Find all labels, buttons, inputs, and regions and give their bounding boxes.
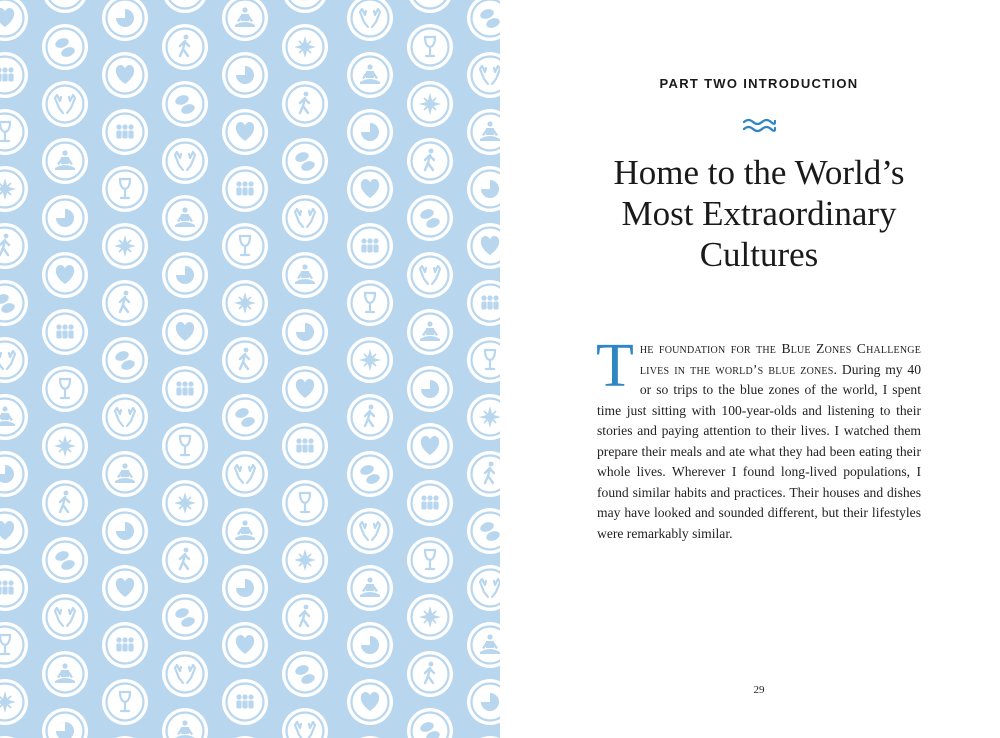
heart-icon [42,252,88,298]
beans-icon [407,195,453,241]
beans-icon [162,81,208,127]
meditation-icon [347,565,393,611]
wave-ornament-icon [742,117,776,133]
cupped-hands-icon [407,252,453,298]
meditation-icon [102,451,148,497]
heart-icon [162,309,208,355]
beans-icon [222,394,268,440]
cupped-hands-icon [222,451,268,497]
wine-glass-icon [222,223,268,269]
people-group-icon [222,679,268,725]
meditation-icon [42,651,88,697]
compass-star-icon [222,280,268,326]
pie-icon [102,508,148,554]
heart-icon [407,423,453,469]
walking-person-icon [222,337,268,383]
walking-person-icon [162,537,208,583]
meditation-icon [222,508,268,554]
beans-icon [347,451,393,497]
cupped-hands-icon [162,651,208,697]
section-label: PART TWO INTRODUCTION [659,76,859,91]
people-group-icon [162,366,208,412]
people-group-icon [282,423,328,469]
beans-icon [102,337,148,383]
compass-star-icon [102,223,148,269]
wine-glass-icon [282,480,328,526]
meditation-icon [162,195,208,241]
pie-icon [222,565,268,611]
compass-star-icon [407,594,453,640]
pie-icon [42,195,88,241]
compass-star-icon [282,537,328,583]
beans-icon [42,24,88,70]
meditation-icon [282,252,328,298]
people-group-icon [407,480,453,526]
walking-person-icon [407,651,453,697]
heart-icon [222,622,268,668]
pie-icon [162,252,208,298]
pie-icon [407,366,453,412]
cupped-hands-icon [102,394,148,440]
wine-glass-icon [407,24,453,70]
walking-person-icon [347,394,393,440]
heart-icon [282,366,328,412]
title-line: Home to the World’s [613,153,905,192]
wine-glass-icon [347,280,393,326]
people-group-icon [102,622,148,668]
page-number: 29 [753,684,765,696]
pie-icon [347,622,393,668]
lead-in-text: he foundation for the Blue Zones Challenge lives in the world’s blue zones. [639,341,921,377]
walking-person-icon [42,480,88,526]
beans-icon [42,537,88,583]
meditation-icon [407,309,453,355]
heart-icon [102,52,148,98]
wine-glass-icon [102,166,148,212]
wine-glass-icon [407,537,453,583]
people-group-icon [347,223,393,269]
title-line: Most Extraordinary [621,194,897,233]
pie-icon [347,109,393,155]
beans-icon [162,594,208,640]
compass-star-icon [282,24,328,70]
walking-person-icon [282,594,328,640]
body-text: During my 40 or so trips to the blue zones of the world, I spent time just sitting with 100-year-olds and listening to their stories and paying attention to their lives. I watched them prepare their meals and ate what they had been eating their whole lives. Wherever I found long-lived populations, I found similar habits and practices. Their houses and dishes may have looked and sounded different, but their lifestyles were remarkably similar. [597,361,921,541]
compass-star-icon [42,423,88,469]
title-line: Cultures [699,235,819,274]
beans-icon [282,651,328,697]
cupped-hands-icon [42,81,88,127]
pie-icon [222,52,268,98]
chapter-title [520,152,998,275]
wine-glass-icon [42,366,88,412]
drop-cap: T [596,332,634,400]
meditation-icon [42,138,88,184]
walking-person-icon [407,138,453,184]
cupped-hands-icon [42,594,88,640]
cupped-hands-icon [347,508,393,554]
meditation-icon [347,52,393,98]
body-paragraph [596,332,921,544]
heart-icon [347,679,393,725]
wine-glass-icon [162,423,208,469]
cupped-hands-icon [282,195,328,241]
heart-icon [102,565,148,611]
compass-star-icon [347,337,393,383]
people-group-icon [222,166,268,212]
compass-star-icon [162,480,208,526]
compass-star-icon [407,81,453,127]
pie-icon [282,309,328,355]
people-group-icon [42,309,88,355]
cupped-hands-icon [162,138,208,184]
walking-person-icon [102,280,148,326]
heart-icon [222,109,268,155]
beans-icon [282,138,328,184]
walking-person-icon [162,24,208,70]
heart-icon [347,166,393,212]
text-page [500,0,1000,738]
wine-glass-icon [102,679,148,725]
walking-person-icon [282,81,328,127]
people-group-icon [102,109,148,155]
